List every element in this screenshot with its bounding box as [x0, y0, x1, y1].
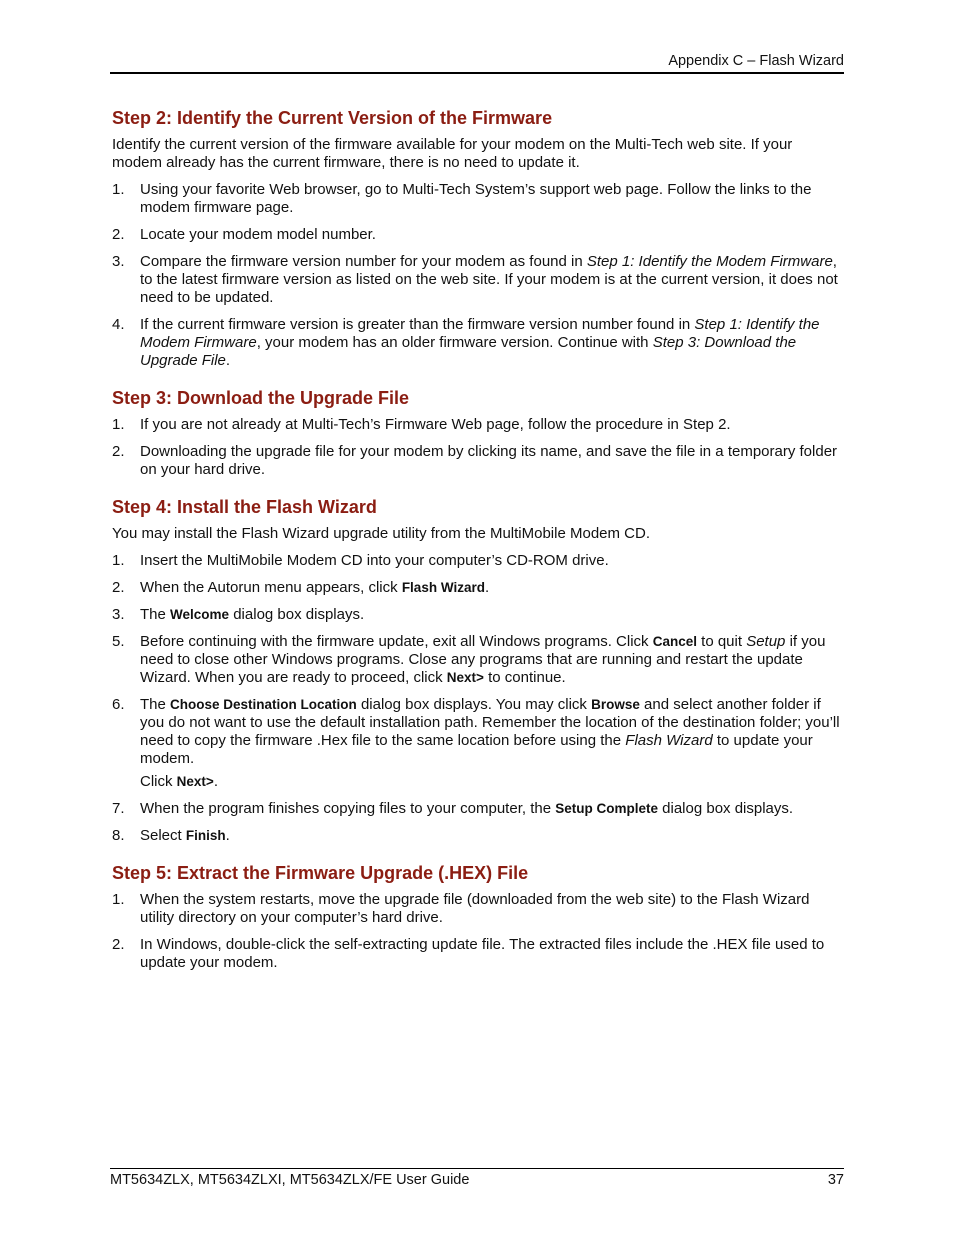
section-heading: Step 5: Extract the Firmware Upgrade (.HEX) File: [112, 863, 529, 883]
item-text: [140, 253, 838, 306]
text-run: Locate your modem model number.: [140, 226, 376, 243]
text-run: .: [225, 352, 231, 369]
text-run: In Windows, double-click the self-extracting update file. The extracted files include the .HEX file used to update your modem.: [140, 936, 825, 971]
running-header: Appendix C – Flash Wizard: [668, 53, 844, 69]
ui-label: Next>: [176, 774, 214, 789]
item-text: [140, 316, 820, 369]
list-item: [112, 443, 844, 479]
list-item: [112, 316, 844, 370]
section-step-2: [112, 107, 844, 370]
emphasis-text: Flash Wizard: [625, 732, 713, 749]
ui-label: Finish: [185, 828, 226, 843]
page-content: [112, 107, 844, 972]
text-run: Select: [140, 827, 186, 844]
text-run: If the current firmware version is greater than the firmware version number found in: [140, 316, 695, 333]
list-item: [112, 579, 844, 597]
text-run: to quit: [697, 633, 747, 650]
item-subtext: [140, 773, 844, 791]
text-run: dialog box displays. You may click: [356, 696, 592, 713]
list-item: [112, 606, 844, 624]
item-number: 1.: [112, 416, 125, 433]
item-number: 2.: [112, 443, 125, 460]
emphasis-text: Step 1: Identify the Modem Firmware: [586, 253, 833, 270]
item-number: 7.: [112, 800, 125, 817]
text-run: , to the latest firmware version as listed on the web site. If your modem is at the current version, it does not need to be updated.: [140, 253, 838, 306]
text-run: dialog box displays.: [229, 606, 365, 623]
section-heading: Step 3: Download the Upgrade File: [112, 388, 410, 408]
section-heading: Step 4: Install the Flash Wizard: [112, 497, 377, 517]
list-item: [112, 800, 844, 818]
list-item: [112, 827, 844, 845]
item-text: [140, 181, 811, 216]
list-item: [112, 416, 844, 434]
ui-label: Setup Complete: [555, 801, 658, 816]
emphasis-text: Setup: [746, 633, 786, 650]
item-text: [140, 800, 793, 817]
step-list: [112, 181, 844, 370]
ui-label: Welcome: [170, 607, 230, 622]
text-run: to update your modem.: [140, 732, 813, 767]
item-number: 2.: [112, 226, 125, 243]
section-intro: You may install the Flash Wizard upgrade utility from the MultiMobile Modem CD.: [112, 525, 650, 542]
item-number: 3.: [112, 606, 125, 623]
text-run: , your modem has an older firmware version. Continue with: [256, 334, 653, 351]
page-number: 37: [827, 1172, 844, 1188]
item-number: 3.: [112, 253, 125, 270]
item-number: 8.: [112, 827, 125, 844]
item-text: [140, 416, 731, 433]
item-text: [140, 226, 376, 243]
list-item: [112, 936, 844, 972]
item-text: [140, 443, 837, 478]
item-number: 2.: [112, 936, 125, 953]
ui-label: Next>: [446, 670, 484, 685]
section-step-5: [112, 862, 844, 972]
text-run: and select another folder if you do not want to use the default installation path. Remember the location of the destination folder; you’ll need to copy the firmware .Hex file to the same location before using the: [140, 696, 840, 749]
item-number: 4.: [112, 316, 125, 333]
text-run: Using your favorite Web browser, go to Multi-Tech System’s support web page. Follow the links to the modem firmware page.: [140, 181, 812, 216]
item-number: 1.: [112, 181, 125, 198]
footer-doc-title: MT5634ZLX, MT5634ZLXI, MT5634ZLX/FE User Guide: [110, 1172, 470, 1188]
list-item: [112, 226, 844, 244]
item-number: 5.: [112, 633, 125, 650]
item-text: [140, 891, 809, 926]
list-item: [112, 552, 844, 570]
ui-label: Browse: [591, 697, 640, 712]
text-run: If you are not already at Multi-Tech’s Firmware Web page, follow the procedure in Step 2.: [140, 416, 731, 433]
ui-label: Cancel: [652, 634, 697, 649]
emphasis-text: Step 1: Identify the Modem Firmware: [140, 316, 820, 351]
item-number: 6.: [112, 696, 125, 713]
list-item: [112, 891, 844, 927]
header-rule: [110, 72, 844, 74]
text-run: Downloading the upgrade file for your modem by clicking its name, and save the file in a temporary folder on your hard drive.: [140, 443, 838, 478]
footer-rule: [110, 1168, 844, 1169]
text-run: Insert the MultiMobile Modem CD into your computer’s CD-ROM drive.: [140, 552, 609, 569]
text-run: .: [225, 827, 230, 844]
text-run: to continue.: [483, 669, 566, 686]
text-run: Compare the firmware version number for your modem as found in: [140, 253, 587, 270]
item-text: [140, 696, 840, 767]
item-number: 1.: [112, 552, 125, 569]
ui-label: Flash Wizard: [401, 580, 485, 595]
section-step-4: [112, 496, 844, 845]
step-list: [112, 891, 844, 972]
text-run: Before continuing with the firmware update, exit all Windows programs. Click: [140, 633, 653, 650]
item-text: [140, 827, 230, 844]
item-text: [140, 936, 824, 971]
section-heading: Step 2: Identify the Current Version of the Firmware: [112, 108, 553, 128]
step-list: [112, 552, 844, 845]
text-run: .: [484, 579, 490, 596]
item-text: [140, 606, 364, 623]
text-run: dialog box displays.: [657, 800, 794, 817]
list-item: [112, 633, 844, 687]
list-item: [112, 253, 844, 307]
item-number: 2.: [112, 579, 125, 596]
text-run: When the program finishes copying files to your computer, the: [140, 800, 556, 817]
section-step-3: [112, 387, 844, 479]
list-item: [112, 696, 844, 791]
item-text: [140, 633, 825, 686]
text-run: if you need to close other Windows programs. Close any programs that are running and restart the update Wizard. When you are ready to proceed, click: [140, 633, 826, 686]
step-list: [112, 416, 844, 479]
text-run: The: [140, 696, 171, 713]
item-text: [140, 579, 489, 596]
text-run: Click: [140, 773, 177, 790]
emphasis-text: Step 3: Download the Upgrade File: [140, 334, 797, 369]
text-run: .: [213, 773, 218, 790]
list-item: [112, 181, 844, 217]
text-run: When the system restarts, move the upgrade file (downloaded from the web site) to the Flash Wizard utility directory on your computer’s hard drive.: [140, 891, 810, 926]
ui-label: Choose Destination Location: [170, 697, 357, 712]
text-run: When the Autorun menu appears, click: [140, 579, 402, 596]
text-run: The: [140, 606, 171, 623]
item-text: [140, 552, 609, 569]
item-number: 1.: [112, 891, 125, 908]
section-intro: Identify the current version of the firmware available for your modem on the Multi-Tech web site. If your modem already has the current firmware, there is no need to update it.: [112, 136, 793, 171]
